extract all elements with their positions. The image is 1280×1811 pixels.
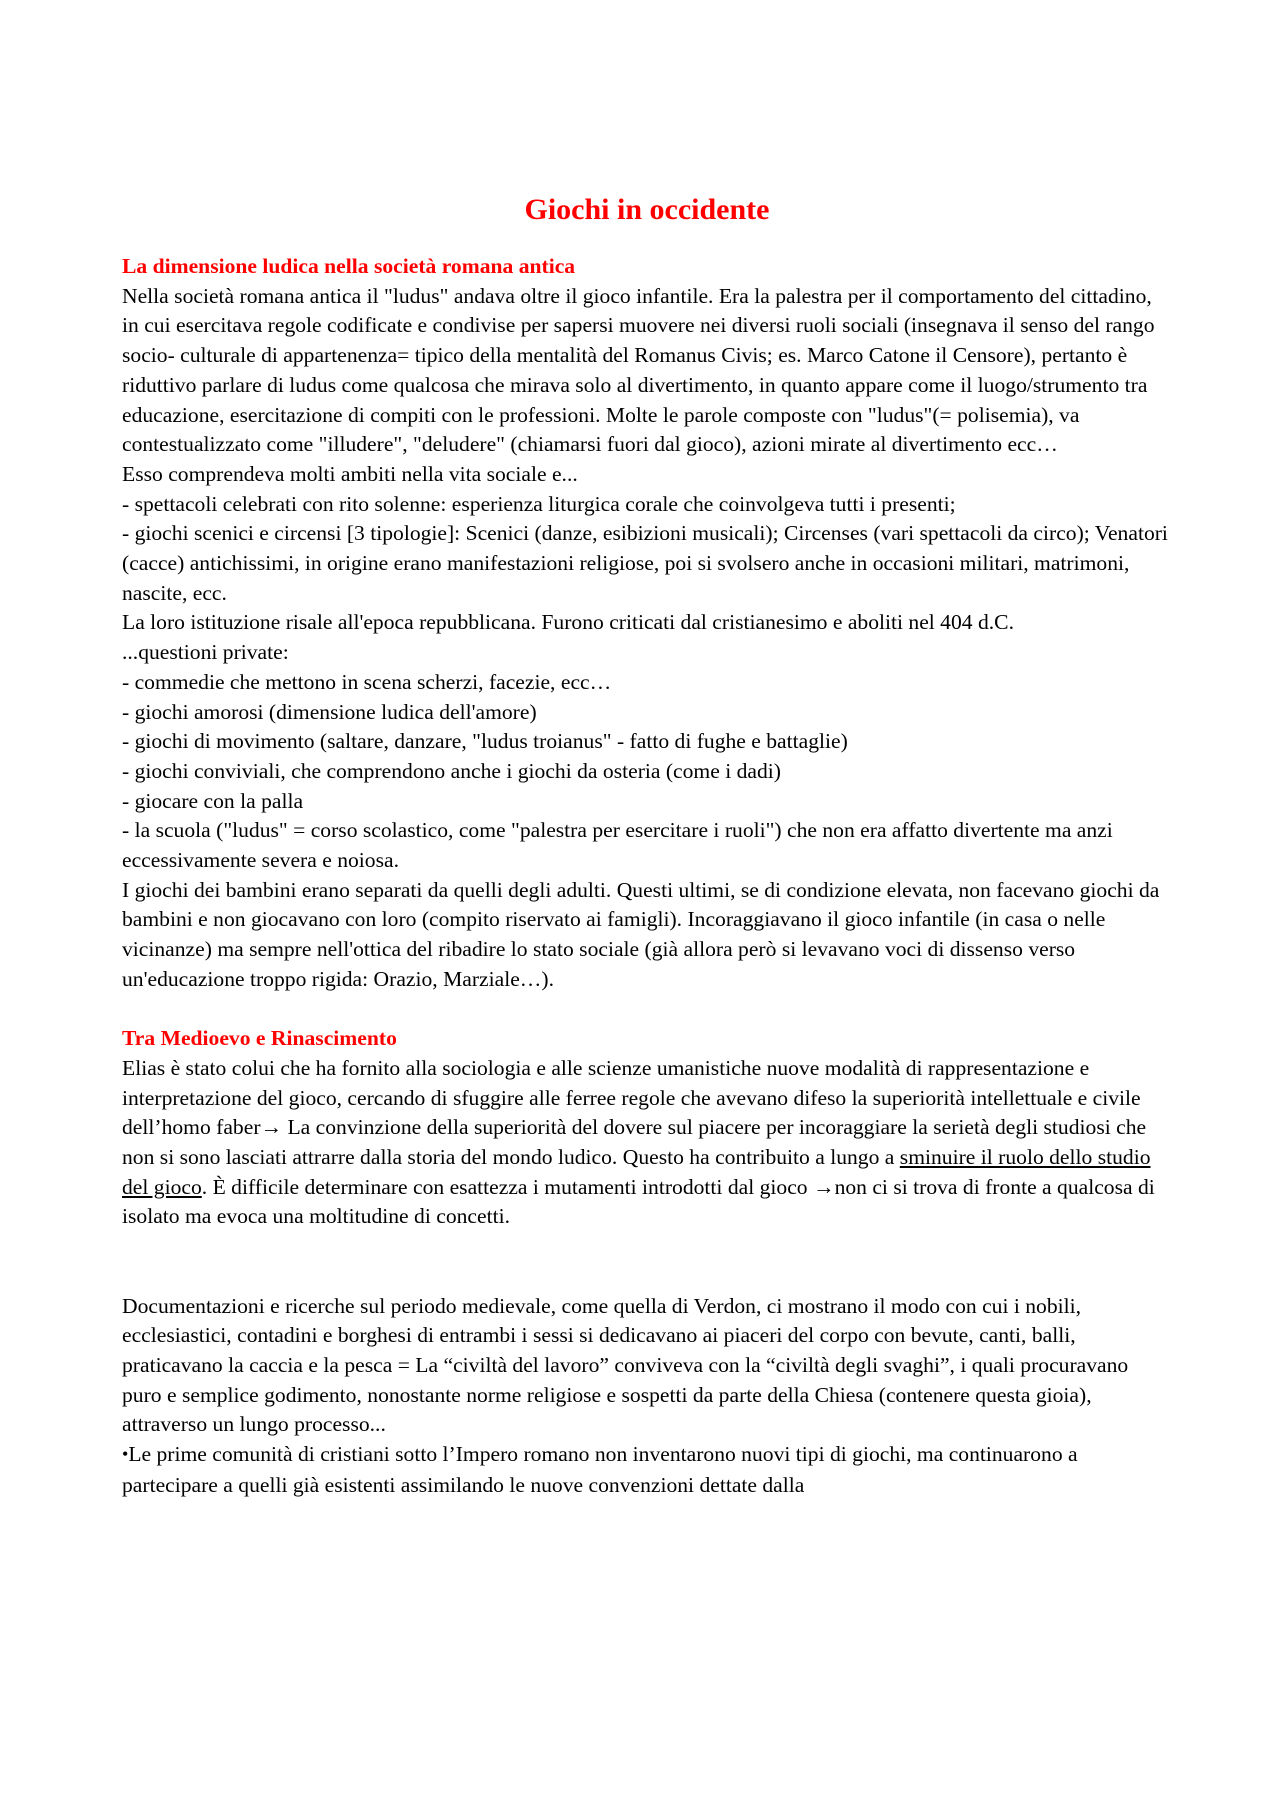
paragraph: Nella società romana antica il "ludus" andava oltre il gioco infantile. Era la palestra per il comportamento del cittadino, in cui esercitava regole codificate e condivise per sapersi muovere nei diversi ruoli sociali (insegnava il senso del rango socio- culturale di appartenenza= tipico della mentalità del Romanus Civis; es. Marco Catone il Censore), pertanto è riduttivo parlare di ludus come qualcosa che mirava solo al divertimento, in quanto appare come il luogo/strumento tra educazione, esercitazione di compiti con le professioni. Molte le parole composte con "ludus"(= polisemia), va contestualizzato come "illudere", "deludere" (chiamarsi fuori dal gioco), azioni mirate al divertimento ecc… bbox=[122, 283, 1155, 457]
section-roman bbox=[122, 252, 1172, 995]
paragraph: La loro istituzione risale all'epoca repubblicana. Furono criticati dal cristianesimo e aboliti nel 404 d.C. bbox=[122, 610, 1014, 635]
paragraph: Esso comprendeva molti ambiti nella vita sociale e... bbox=[122, 461, 578, 486]
document-title: Giochi in occidente bbox=[524, 193, 770, 226]
paragraph: ...questioni private: bbox=[122, 640, 289, 665]
list-item: - giochi conviviali, che comprendono anche i giochi da osteria (come i dadi) bbox=[122, 758, 781, 783]
list-item: - spettacoli celebrati con rito solenne: esperienza liturgica corale che coinvolgeva tutti i presenti; bbox=[122, 491, 956, 516]
underlined-phrase: sminuire il ruolo dello studio del gioco bbox=[122, 1145, 1151, 1199]
paragraph: Documentazioni e ricerche sul periodo medievale, come quella di Verdon, ci mostrano il modo con cui i nobili, ecclesiastici, contadini e borghesi di entrambi i sessi si dedicavano ai piaceri del corpo con bevute, canti, balli, praticavano la caccia e la pesca = La “civiltà del lavoro” conviveva con la “civiltà degli svaghi”, i quali procuravano puro e semplice godimento, nonostante norme religiose e sospetti da parte della Chiesa (contenere questa gioia), attraverso un lungo processo... bbox=[122, 1293, 1129, 1437]
section-heading-medieval: Tra Medioevo e Rinascimento bbox=[122, 1026, 397, 1051]
list-item: - giochi di movimento (saltare, danzare, "ludus troianus" - fatto di fughe e battaglie) bbox=[122, 729, 848, 754]
spacer bbox=[122, 995, 1172, 1025]
list-item: - giochi amorosi (dimensione ludica dell'amore) bbox=[122, 699, 537, 724]
text-run: Elias è stato colui che ha fornito alla sociologia e alle scienze umanistiche nuove modalità di rappresentazione e interpretazione del gioco, cercando di sfuggire alle ferree regole che avevano difeso la superiorità intellettuale e civile dell’homo faber→ La convinzione della superiorità del dovere sul piacere per incoraggiare la serietà degli studiosi che non si sono lasciati attrarre dalla storia del mondo ludico. Questo ha contribuito a lungo a bbox=[122, 1055, 1147, 1170]
list-item: - giocare con la palla bbox=[122, 788, 304, 813]
list-item: - giochi scenici e circensi [3 tipologie]: Scenici (danze, esibizioni musicali); Circenses (vari spettacoli da circo); Venatori (cacce) antichissimi, in origine erano manifestazioni religiose, poi si svolsero anche in occasioni militari, matrimoni, nascite, ecc. bbox=[122, 521, 1168, 605]
text-run: . È difficile determinare con esattezza i mutamenti introdotti dal gioco →non ci si trova di fronte a qualcosa di isolato ma evoca una moltitudine di concetti. bbox=[122, 1174, 1155, 1229]
list-item: - la scuola ("ludus" = corso scolastico, come "palestra per esercitare i ruoli") che non era affatto divertente ma anzi eccessivamente severa e noiosa. bbox=[122, 818, 1113, 873]
section-heading-roman: La dimensione ludica nella società romana antica bbox=[122, 254, 576, 278]
document-page bbox=[122, 190, 1172, 1501]
bullet-icon: • bbox=[122, 1444, 129, 1465]
list-item: - commedie che mettono in scena scherzi, facezie, ecc… bbox=[122, 669, 612, 694]
spacer bbox=[122, 1232, 1172, 1291]
text-run: Le prime comunità di cristiani sotto l’Impero romano non inventarono nuovi tipi di giochi, ma continuarono a partecipare a quelli già esistenti assimilando le nuove convenzioni dettate dalla bbox=[122, 1442, 1078, 1497]
paragraph: I giochi dei bambini erano separati da quelli degli adulti. Questi ultimi, se di condizione elevata, non facevano giochi da bambini e non giocavano con loro (compito riservato ai famigli). Incoraggiavano il gioco infantile (in casa o nelle vicinanze) ma sempre nell'ottica del ribadire lo stato sociale (già allora però si levavano voci di dissenso verso un'educazione troppo rigida: Orazio, Marziale…). bbox=[122, 877, 1160, 991]
paragraph bbox=[122, 1054, 1172, 1232]
section-medieval bbox=[122, 1024, 1172, 1500]
bullet-item bbox=[122, 1440, 1172, 1500]
